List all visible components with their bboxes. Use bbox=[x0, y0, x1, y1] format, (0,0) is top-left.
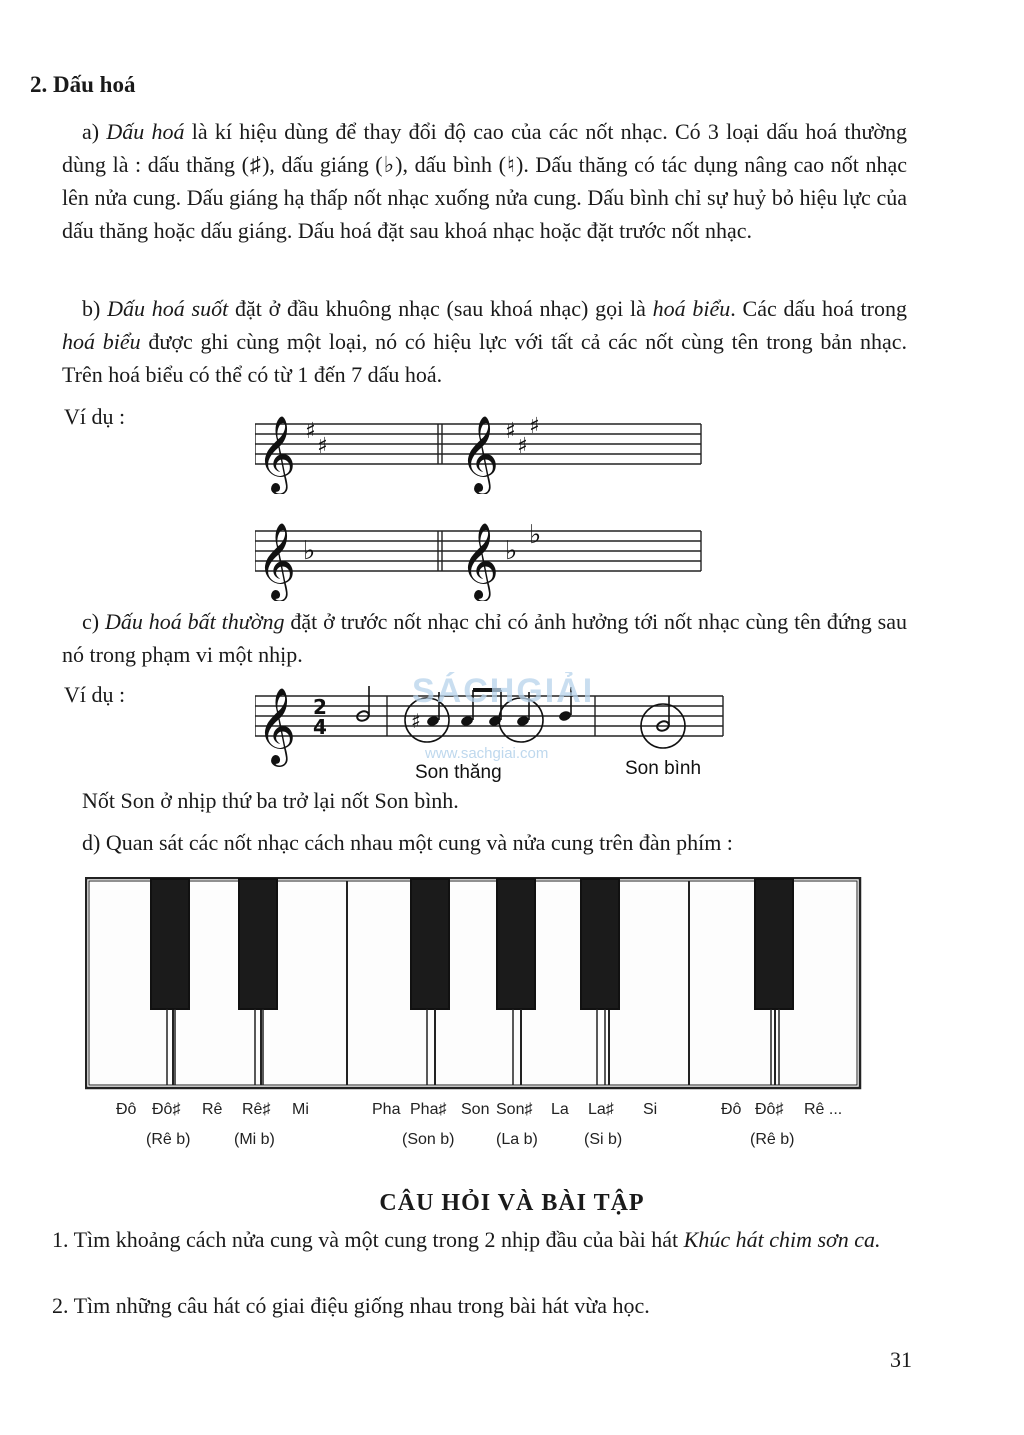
treble-clef: 𝄞 bbox=[257, 522, 297, 599]
key-label-alt: (Si b) bbox=[584, 1131, 623, 1148]
key-label-alt: (La b) bbox=[496, 1131, 538, 1148]
key-label-alt: (Rê b) bbox=[146, 1131, 191, 1148]
black-key bbox=[581, 879, 619, 1009]
key-label: Pha bbox=[372, 1101, 401, 1118]
key-signature-flats-staff bbox=[255, 505, 705, 601]
black-key bbox=[239, 879, 277, 1009]
key-label: Pha♯ bbox=[410, 1101, 447, 1118]
black-key bbox=[755, 879, 793, 1009]
label-son-thang: Son thăng bbox=[415, 762, 502, 783]
key-label: La bbox=[551, 1101, 569, 1118]
sharp-sign: ♯ bbox=[317, 434, 328, 459]
question-2: 2. Tìm những câu hát có giai điệu giống nhau trong bài hát vừa học. bbox=[52, 1293, 650, 1318]
sharp-sign: ♯ bbox=[529, 414, 540, 439]
flat-sign: ♭ bbox=[529, 520, 542, 550]
page-number: 31 bbox=[890, 1347, 912, 1372]
key-label: Rê bbox=[202, 1101, 223, 1118]
paragraph-b: b) Dấu hoá suốt đặt ở đầu khuông nhạc (sau khoá nhạc) gọi là hoá biểu. Các dấu hoá trong hoá biểu được ghi cùng một loại, nó có hiệu lực với tất cả các nốt cùng tên trong bản nhạc. Trên hoá biểu có thể có từ 1 đến 7 dấu hoá. bbox=[62, 296, 907, 387]
key-label: La♯ bbox=[588, 1101, 614, 1118]
key-label: Rê ... bbox=[804, 1101, 843, 1118]
key-label: Mi bbox=[292, 1101, 309, 1118]
question-1: 1. Tìm khoảng cách nửa cung và một cung trong 2 nhịp đầu của bài hát Khúc hát chim sơn ca. bbox=[52, 1227, 881, 1252]
black-key bbox=[411, 879, 449, 1009]
piano-keyboard bbox=[85, 877, 863, 1091]
paragraph-c: c) Dấu hoá bất thường đặt ở trước nốt nhạc chỉ có ảnh hưởng tới nốt nhạc cùng tên đứng sau nó trong phạm vi một nhịp. bbox=[62, 609, 907, 667]
watermark-brand: SÁCHGIẢI bbox=[412, 672, 595, 710]
time-signature-top: 2 bbox=[313, 695, 327, 719]
sharp-sign: ♯ bbox=[305, 419, 316, 444]
quarter-note bbox=[558, 710, 572, 723]
time-signature-bottom: 4 bbox=[313, 715, 327, 739]
treble-clef: 𝄞 bbox=[257, 415, 297, 492]
flat-sign: ♭ bbox=[505, 536, 518, 566]
label-son-binh: Son bình bbox=[625, 758, 702, 779]
sharp-sign: ♯ bbox=[517, 434, 528, 459]
section-heading: 2. Dấu hoá bbox=[30, 72, 136, 97]
paragraph-d: d) Quan sát các nốt nhạc cách nhau một cung và nửa cung trên đàn phím : bbox=[82, 830, 733, 855]
black-key bbox=[151, 879, 189, 1009]
key-label: Si bbox=[643, 1101, 658, 1118]
watermark-url: www.sachgiai.com bbox=[425, 745, 549, 762]
key-label: Đô♯ bbox=[755, 1101, 784, 1118]
key-label-alt: (Son b) bbox=[402, 1131, 455, 1148]
exercises-heading: CÂU HỎI VÀ BÀI TẬP bbox=[379, 1190, 645, 1216]
note-explanation: Nốt Son ở nhịp thứ ba trở lại nốt Son bình. bbox=[82, 788, 459, 813]
sharp-sign: ♯ bbox=[411, 709, 421, 733]
treble-clef: 𝄞 bbox=[460, 415, 500, 492]
treble-clef: 𝄞 bbox=[257, 687, 297, 764]
treble-clef: 𝄞 bbox=[460, 522, 500, 599]
sharp-sign: ♯ bbox=[505, 419, 516, 444]
flat-sign: ♭ bbox=[303, 536, 316, 566]
key-label: Son bbox=[461, 1101, 490, 1118]
example-label: Ví dụ : bbox=[64, 404, 126, 429]
key-label: Son♯ bbox=[496, 1101, 533, 1118]
paragraph-a: a) Dấu hoá là kí hiệu dùng để thay đổi độ cao của các nốt nhạc. Có 3 loại dấu hoá thường dùng là : dấu thăng (♯), dấu giáng (♭), dấu bình (♮). Dấu thăng có tác dụng nâng cao nốt nhạc lên nửa cung. Dấu giáng hạ thấp nốt nhạc xuống nửa cung. Dấu bình chỉ sự huỷ bỏ hiệu lực của dấu thăng hoặc dấu giáng. Dấu hoá đặt sau khoá nhạc hoặc đặt trước nốt nhạc. bbox=[62, 119, 908, 243]
key-label-alt: (Mi b) bbox=[234, 1131, 275, 1148]
key-label-alt: (Rê b) bbox=[750, 1131, 795, 1148]
key-signature-sharps-staff bbox=[255, 398, 705, 494]
key-label: Đô bbox=[721, 1101, 742, 1118]
example-label-2: Ví dụ : bbox=[64, 682, 126, 707]
key-label: Đô bbox=[116, 1101, 137, 1118]
key-label: Đô♯ bbox=[152, 1101, 181, 1118]
key-label: Rê♯ bbox=[242, 1101, 271, 1118]
black-key bbox=[497, 879, 535, 1009]
